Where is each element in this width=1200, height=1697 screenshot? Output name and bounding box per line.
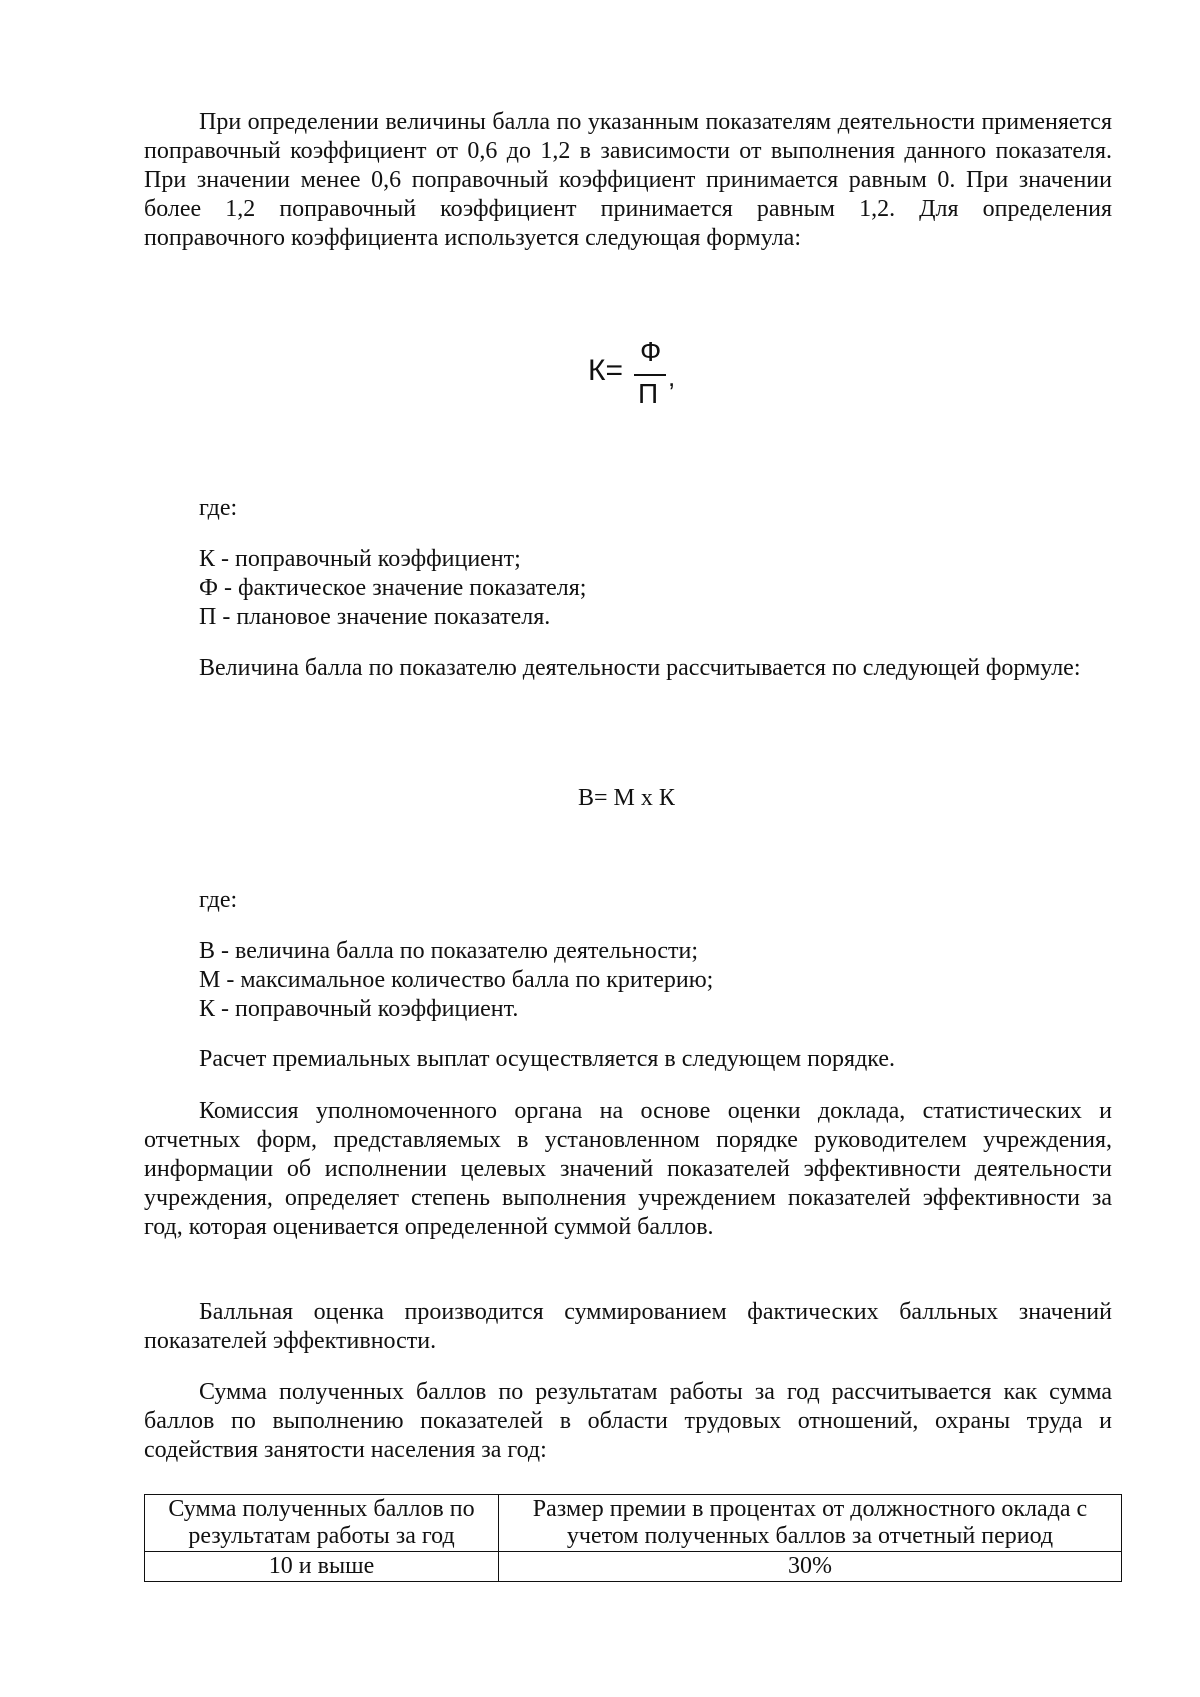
table-header-cell: Сумма полученных баллов по результатам работы за год [145,1495,499,1552]
formula-coefficient-denominator: П [638,378,659,409]
formula-coefficient-lhs: К= [588,354,623,387]
definition-p: П - плановое значение показателя. [199,604,551,630]
paragraph-score-formula: Величина балла по показателю деятельности рассчитывается по следующей формуле: [199,655,1081,681]
where-label-2: где: [199,887,238,913]
formula-coefficient [588,336,708,420]
paragraph-bonus-order: Расчет премиальных выплат осуществляется в следующем порядке. [199,1046,895,1072]
definition-k2: К - поправочный коэффициент. [199,996,519,1022]
definition-k: К - поправочный коэффициент; [199,546,521,572]
paragraph-commission: Комиссия уполномоченного органа на основе оценки доклада, статистических и отчетных форм, представляемых в установленном порядке руководителем учреждения, информации об исполнении целевых значений показателей эффективности деятельности учреждения, определяет степень выполнения учреждением показателей эффективности за год, которая оценивается определенной суммой баллов. [144,1098,1112,1240]
table-cell: 30% [499,1552,1122,1582]
formula-fraction-bar [634,374,666,376]
formula-coefficient-suffix: , [668,362,676,392]
bonus-table [144,1494,1122,1582]
table-header-row [145,1495,1122,1552]
paragraph-score-evaluation: Балльная оценка производится суммированием фактических балльных значений показателей эффективности. [144,1299,1112,1354]
table-header-cell: Размер премии в процентах от должностного оклада с учетом полученных баллов за отчетный период [499,1495,1122,1552]
paragraph-score-sum: Сумма полученных баллов по результатам работы за год рассчитывается как сумма баллов по выполнению показателей в области трудовых отношений, охраны труда и содействия занятости населения за год: [144,1379,1112,1463]
definition-b: В - величина балла по показателю деятельности; [199,938,699,964]
definition-m: М - максимальное количество балла по критерию; [199,967,714,993]
paragraph-correction-coefficient: При определении величины балла по указанным показателям деятельности применяется поправочный коэффициент от 0,6 до 1,2 в зависимости от выполнения данного показателя. При значении менее 0,6 поправочный коэффициент принимается равным 0. При значении более 1,2 поправочный коэффициент принимается равным 1,2. Для определения поправочного коэффициента используется следующая формула: [144,109,1112,251]
formula-coefficient-numerator: Ф [640,336,662,367]
formula-score: В= М х К [578,785,675,811]
table-cell: 10 и выше [145,1552,499,1582]
table-row [145,1552,1122,1582]
where-label-1: где: [199,495,238,521]
definition-f: Ф - фактическое значение показателя; [199,575,587,601]
